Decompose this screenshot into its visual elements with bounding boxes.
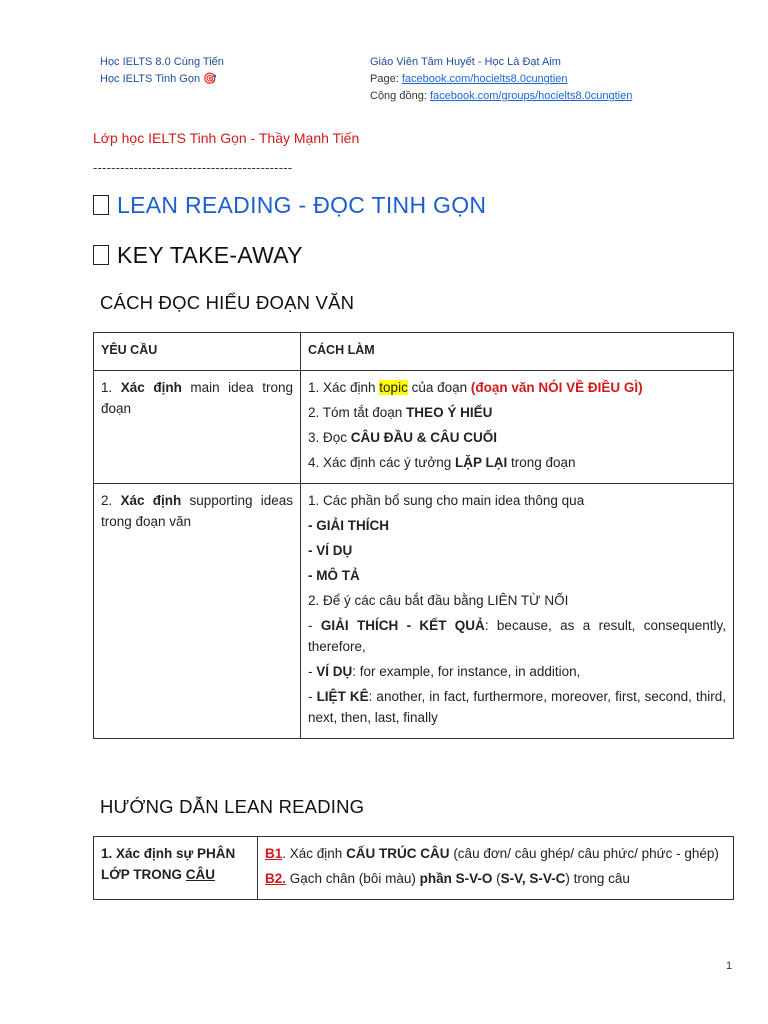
requirement-cell	[94, 371, 301, 484]
text: (câu đơn/ câu ghép/ câu phức/ phức - ghép)	[449, 846, 719, 861]
text: : because, as a result, consequently, therefore,	[308, 618, 726, 654]
text: 1. Xác định sự PHÂN LỚP TRONG	[101, 846, 236, 882]
lean-reading-guide-table	[93, 836, 734, 900]
header-left	[100, 54, 224, 88]
bold-text: LẶP LẠI	[454, 455, 508, 470]
table-row	[94, 371, 734, 484]
bold-text: CÂU ĐẦU & CÂU CUỐI	[350, 430, 498, 445]
bold-text: phần S-V-O	[419, 871, 493, 886]
text: 2. Tóm tắt đoạn	[308, 405, 407, 420]
table-row	[94, 484, 734, 739]
req-text: supporting ideas trong đoạn văn	[101, 493, 293, 529]
main-heading	[93, 192, 486, 219]
step-line	[265, 843, 726, 864]
step-label: B1	[265, 846, 283, 861]
text: -	[308, 664, 317, 679]
facebook-group-link[interactable]: facebook.com/groups/hocielts8.0cungtien	[429, 90, 633, 102]
header-tagline: Học IELTS Tinh Gọn 🎯	[100, 73, 217, 85]
section-title-reading: CÁCH ĐỌC HIỂU ĐOẠN VĂN	[100, 292, 355, 313]
method-line: 1. Các phần bổ sung cho main idea thông qua	[308, 493, 585, 508]
method-line	[308, 452, 726, 473]
method-line: - VÍ DỤ	[308, 543, 353, 558]
key-takeaway-heading	[93, 242, 303, 269]
missing-glyph-icon	[93, 245, 109, 265]
header-cell-method: CÁCH LÀM	[301, 333, 734, 371]
text: 4. Xác định các ý tưởng	[308, 455, 455, 470]
text: (	[492, 871, 501, 886]
connector-line	[308, 615, 726, 657]
method-line: 2. Để ý các câu bắt đầu bằng LIÊN TỪ NỐI	[308, 593, 569, 608]
text: Gạch chân (bôi màu)	[286, 871, 420, 886]
text: 1. Xác định	[308, 380, 380, 395]
facebook-page-link[interactable]: facebook.com/hocielts8.0cungtien	[401, 73, 568, 85]
req-number: 2.	[101, 493, 121, 508]
req-bold: Xác định	[120, 493, 182, 508]
text: . Xác định	[282, 846, 347, 861]
divider-line: --------------------------------------------	[93, 160, 293, 175]
step-title-cell	[94, 837, 258, 900]
method-line	[308, 402, 726, 423]
header-cell-requirement: YÊU CẦU	[94, 333, 301, 371]
method-line	[308, 377, 726, 398]
section-title-guide: HƯỚNG DẪN LEAN READING	[100, 796, 365, 817]
bold-text: LIỆT KÊ	[316, 689, 369, 704]
underlined-text: CÂU	[185, 867, 216, 882]
connector-line	[308, 686, 726, 728]
text: -	[308, 689, 317, 704]
step-line	[265, 868, 726, 889]
red-note: (đoạn văn NÓI VỀ ĐIỀU GÌ)	[470, 380, 643, 395]
table-row	[94, 837, 734, 900]
step-detail-cell	[258, 837, 734, 900]
method-cell	[301, 371, 734, 484]
bold-text: GIẢI THÍCH - KẾT QUẢ	[320, 618, 485, 633]
text: ) trong câu	[565, 871, 630, 886]
page-number: 1	[726, 960, 733, 972]
req-bold: Xác định	[120, 380, 182, 395]
method-line: - GIẢI THÍCH	[308, 518, 389, 533]
highlighted-text: topic	[379, 380, 408, 395]
header-page-line	[370, 71, 632, 88]
class-title: Lớp học IELTS Tinh Gọn - Thầy Mạnh Tiến	[93, 130, 360, 146]
text: của đoạn	[407, 380, 471, 395]
text: : another, in fact, furthermore, moreover, first, second, third, next, then, last, finally	[308, 689, 726, 725]
bold-text: CẤU TRÚC CÂU	[346, 846, 450, 861]
text: -	[308, 618, 321, 633]
requirement-cell	[94, 484, 301, 739]
connector-line	[308, 661, 726, 682]
reading-method-table	[93, 332, 734, 739]
missing-glyph-icon	[93, 195, 109, 215]
header-slogan: Giáo Viên Tâm Huyết - Học Là Đạt Aim	[370, 56, 561, 68]
req-text: main idea trong đoạn	[101, 380, 293, 416]
header-community-line	[370, 88, 632, 105]
text: : for example, for instance, in addition,	[352, 664, 581, 679]
bold-text: THEO Ý HIỂU	[406, 405, 493, 420]
text: trong đoạn	[507, 455, 576, 470]
step-label: B2.	[265, 871, 287, 886]
method-line: - MÔ TẢ	[308, 568, 360, 583]
header-right	[370, 54, 632, 105]
community-label: Cộng đồng:	[370, 90, 430, 102]
method-cell	[301, 484, 734, 739]
method-line	[308, 427, 726, 448]
header-brand: Học IELTS 8.0 Cùng Tiến	[100, 56, 224, 68]
key-takeaway-text: KEY TAKE-AWAY	[117, 242, 303, 268]
table-header-row	[94, 333, 734, 371]
text: 3. Đọc	[308, 430, 351, 445]
bold-text: S-V, S-V-C	[500, 871, 566, 886]
page-label: Page:	[370, 73, 402, 85]
req-number: 1.	[101, 380, 121, 395]
main-heading-text: LEAN READING - ĐỌC TINH GỌN	[117, 192, 487, 218]
bold-text: VÍ DỤ	[316, 664, 353, 679]
